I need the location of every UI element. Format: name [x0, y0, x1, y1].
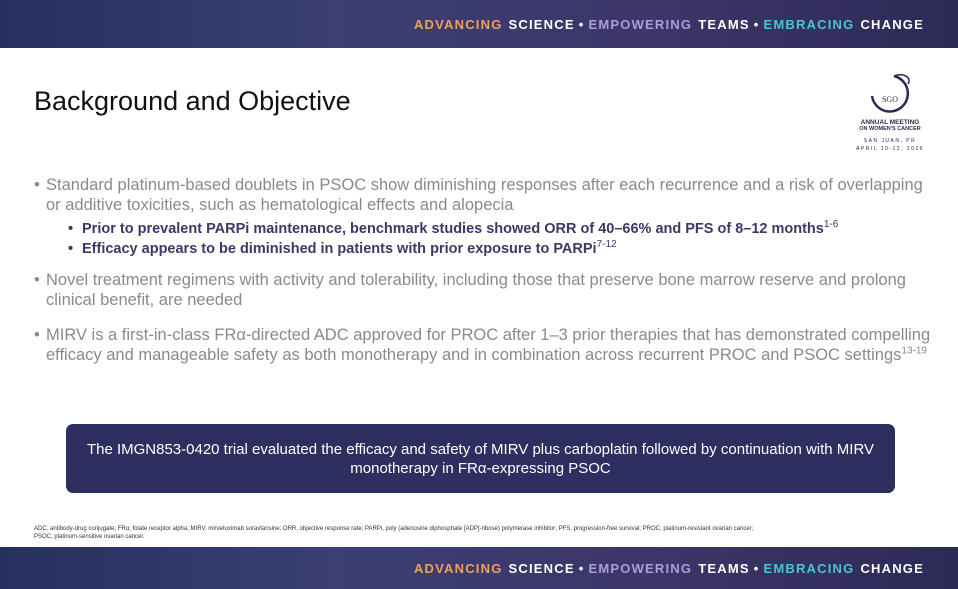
- top-banner: [0, 0, 958, 48]
- banner-word-science: SCIENCE: [508, 560, 575, 576]
- callout-text: The IMGN853-0420 trial evaluated the efficacy and safety of MIRV plus carboplatin followed by continuation with MIRV monotherapy in FRα-expressing PSOC: [86, 440, 875, 477]
- bullet-platinum-doublets: [34, 175, 934, 259]
- banner-word-advancing: ADVANCING: [413, 16, 503, 32]
- banner-separator: •: [753, 560, 760, 576]
- banner-word-embracing: EMBRACING: [763, 16, 855, 32]
- banner-word-teams: TEAMS: [698, 16, 750, 32]
- banner-separator: •: [578, 560, 585, 576]
- logo-line-annual-meeting: ANNUAL MEETING: [860, 119, 920, 126]
- bullet-text: Standard platinum-based doublets in PSOC show diminishing responses after each recurrence and a risk of overlapping or additive toxicities, such as hematological effects and alopecia: [46, 176, 923, 214]
- banner-word-change: CHANGE: [860, 560, 924, 576]
- footnote-line: ADC, antibody-drug conjugate; FRα, folate receptor alpha; MIRV, mirvetuximab soravtansine; ORR, objective response rate; PARPi, poly (adenosine diphosphate [ADP]-ribose) polymerase inhibitor; PFS, progression-free survival; PROC, platinum-resistant ovarian cancer;: [34, 526, 754, 532]
- bullet-text: Novel treatment regimens with activity and tolerability, including those that preserve bone marrow reserve and prolong clinical benefit, are needed: [46, 271, 906, 309]
- banner-separator: •: [753, 16, 760, 32]
- banner-word-empowering: EMPOWERING: [588, 16, 693, 32]
- trial-objective-callout: [66, 424, 895, 493]
- logo-line-dates: APRIL 10-13, 2026: [856, 146, 924, 152]
- abbreviations-footnote: [34, 525, 914, 541]
- sgo-emblem-icon: [864, 70, 916, 118]
- bullet-novel-regimens: [34, 270, 934, 310]
- page-title: Background and Objective: [34, 86, 351, 116]
- sub-bullet-list: [46, 219, 934, 259]
- content-area: [34, 175, 934, 365]
- reference-superscript: 1-6: [823, 219, 839, 231]
- reference-superscript: 7-12: [596, 239, 617, 251]
- logo-line-womens-cancer: ON WOMEN'S CANCER: [859, 126, 921, 132]
- alpha-symbol: α: [477, 459, 487, 477]
- banner-word-empowering: EMPOWERING: [588, 560, 693, 576]
- banner-word-science: SCIENCE: [508, 16, 575, 32]
- sgo-logo: [852, 70, 928, 154]
- sgo-badge-text: SGO: [881, 95, 899, 104]
- banner-word-change: CHANGE: [860, 16, 924, 32]
- alpha-symbol: α: [236, 326, 246, 344]
- sub-bullet-benchmark: • Prior to prevalent PARPi maintenance, benchmark studies showed ORR of 40–66% and PFS of 8–12 months$^{1-6}$: [68, 219, 934, 239]
- logo-line-location: SAN JUAN, PR: [863, 138, 917, 144]
- banner-word-embracing: EMBRACING: [763, 560, 855, 576]
- bullet-mirv: • MIRV is a first-in-class FRα-directed ADC approved for PROC after 1–3 prior therapies that has demonstrated compelling efficacy and manageable safety as both monotherapy and in combination across recurrent PROC and PSOC settings$^{13-19}$: [34, 325, 934, 365]
- sub-bullet-parpi-efficacy: • Efficacy appears to be diminished in patients with prior exposure to PARPi$^{7-12}$: [68, 239, 934, 259]
- footnote-line: PSOC, platinum-sensitive ovarian cancer.: [34, 534, 145, 540]
- bottom-banner: [0, 547, 958, 589]
- banner-separator: •: [578, 16, 585, 32]
- banner-word-advancing: ADVANCING: [413, 560, 503, 576]
- banner-word-teams: TEAMS: [698, 560, 750, 576]
- reference-superscript: 13-19: [901, 345, 927, 357]
